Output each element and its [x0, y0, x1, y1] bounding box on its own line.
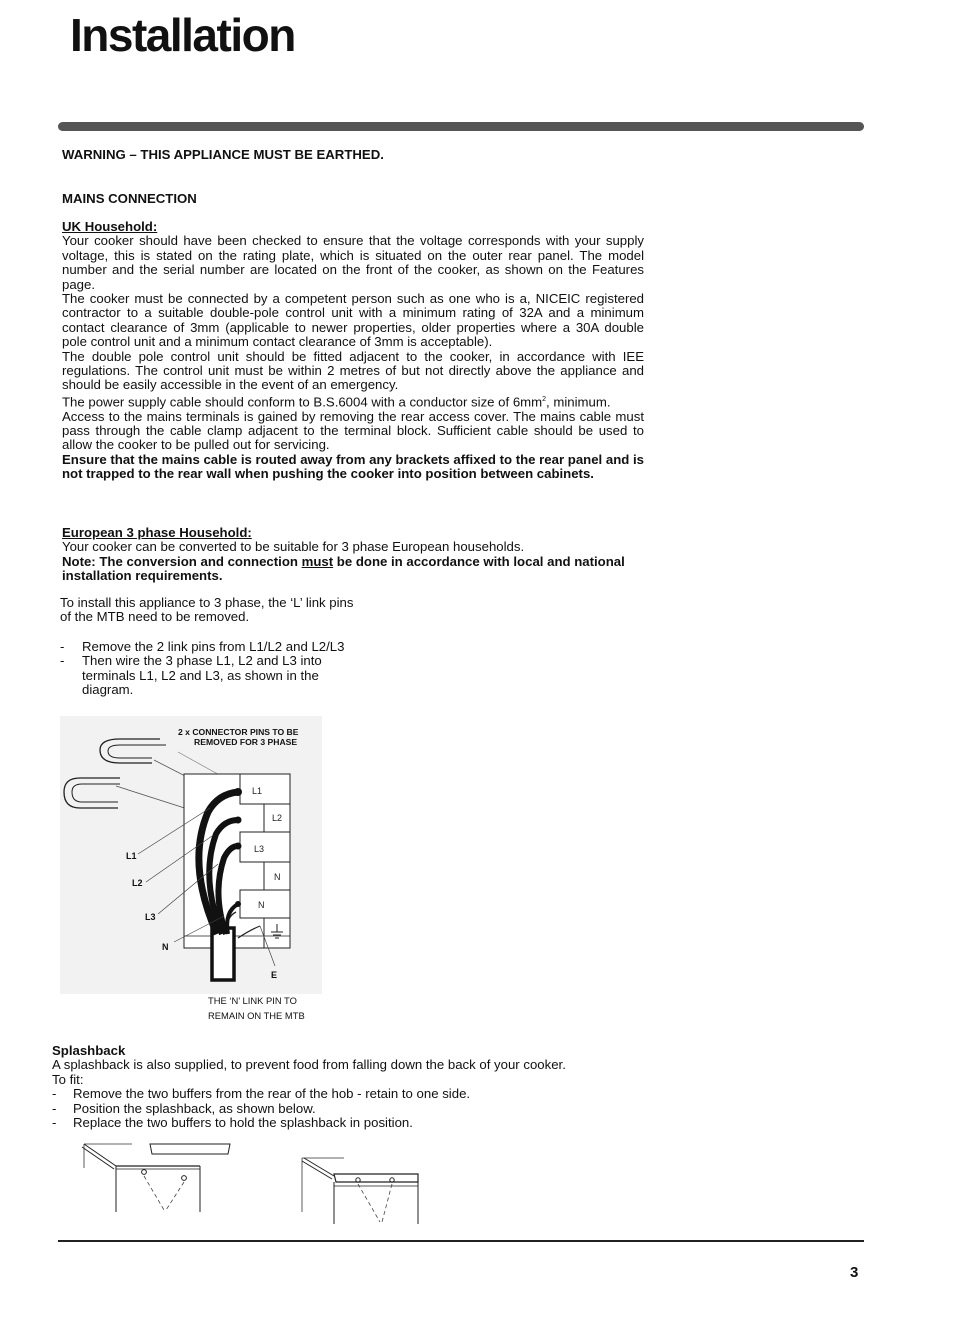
three-phase-steps	[60, 640, 366, 698]
uk-paragraph-voltage: Your cooker should have been checked to ensure that the voltage corresponds with your supply voltage, this is stated on the rating plate, which is situated on the outer rear panel. The model number and the serial number are located on the front of the cooker, as shown on the Features page.	[62, 233, 644, 292]
european-note: Note: The conversion and connection must be done in accordance with local and national installation requirements.	[62, 553, 625, 584]
buffer-icon	[182, 1176, 187, 1181]
earth-label: E	[271, 970, 278, 980]
uk-paragraph-access: Access to the mains terminals is gained by removing the rear access cover. The mains cable must pass through the cable clamp adjacent to the terminal block. Sufficient cable should be used to allow the cooker to be pulled out for servicing.	[62, 408, 644, 453]
uk-paragraph-control-unit: The double pole control unit should be fitted adjacent to the cooker, in accordance with IEE regulations. The control unit must be within 2 metres of but not directly above the appliance and should be easily accessible in the event of an emergency.	[62, 348, 644, 393]
three-phase-install-text: To install this appliance to 3 phase, the ‘L’ link pins of the MTB need to be removed.	[60, 595, 354, 625]
page-number: 3	[850, 1264, 859, 1281]
list-item: - Position the splashback, as shown below.	[52, 1100, 316, 1116]
wire-label: L3	[145, 912, 156, 922]
european-heading: European 3 phase Household:	[62, 525, 252, 540]
splashback-intro: A splashback is also supplied, to prevent food from falling down the back of your cooker.	[52, 1057, 566, 1073]
splashback-panel	[334, 1174, 418, 1182]
header-rule	[58, 122, 864, 131]
diagram-caption: THE ‘N’ LINK PIN TO	[208, 995, 297, 1006]
terminal-label: N	[258, 900, 265, 910]
uk-household-heading: UK Household:	[62, 219, 158, 234]
splashback-panel	[150, 1144, 230, 1154]
wire-label: L1	[126, 851, 137, 861]
european-section	[62, 526, 644, 584]
splashback-heading: Splashback	[52, 1043, 126, 1058]
terminal-l1	[240, 774, 290, 804]
terminal-label: L1	[252, 786, 263, 796]
splashback-to-fit: To fit:	[52, 1071, 84, 1087]
splashback-diagram-after	[300, 1154, 424, 1226]
uk-paragraph-cable: The power supply cable should conform to B.S.6004 with a conductor size of $6mm^2$, minimum.	[62, 394, 611, 410]
buffer-icon	[142, 1170, 147, 1175]
splashback-section	[52, 1044, 672, 1130]
list-item: - Remove the two buffers from the rear of the hob - retain to one side.	[52, 1086, 471, 1102]
terminal-n-lower	[240, 890, 290, 918]
uk-household-section	[62, 220, 644, 482]
wiring-diagram	[60, 716, 330, 1028]
terminal-l3	[240, 832, 290, 862]
list-item: - Remove the 2 link pins from L1/L2 and L2/L3	[60, 639, 345, 654]
splashback-diagram-before	[80, 1140, 240, 1220]
terminal-earth	[264, 918, 290, 948]
wire-label: L2	[132, 878, 143, 888]
terminal-label: N	[274, 872, 281, 882]
page-title: Installation	[70, 9, 295, 61]
terminal-label: L3	[254, 844, 265, 854]
uk-paragraph-connection: The cooker must be connected by a competent person such as one who is a, NICEIC registered contractor to a suitable double-pole control unit with a minimum rating of 32A and a minimum contact clearance of 3mm (applicable to newer properties, older properties where a 30A double pole control unit and a minimum contact clearance of 3mm is acceptable).	[62, 291, 644, 350]
diagram-caption: REMAIN ON THE MTB	[208, 1010, 305, 1021]
mains-connection-heading: MAINS CONNECTION	[62, 191, 197, 206]
list-item: - Replace the two buffers to hold the splashback in position.	[52, 1115, 413, 1131]
terminal-label: L2	[272, 813, 283, 823]
wire-label: N	[162, 942, 169, 952]
european-intro: Your cooker can be converted to be suitable for 3 phase European households.	[62, 539, 525, 555]
footer-rule	[58, 1240, 864, 1242]
list-item: - Then wire the 3 phase L1, L2 and L3 into terminals L1, L2 and L3, as shown in the diagram.	[60, 653, 322, 698]
earthing-warning: WARNING – THIS APPLIANCE MUST BE EARTHED.	[62, 147, 384, 162]
cable-sheath	[212, 928, 234, 980]
callout-text: 2 x CONNECTOR PINS TO BE	[178, 727, 299, 737]
callout-text: REMOVED FOR 3 PHASE	[194, 737, 298, 747]
uk-cable-routing-note: Ensure that the mains cable is routed away from any brackets affixed to the rear panel and is not trapped to the rear wall when pushing the cooker into position between cabinets.	[62, 451, 644, 482]
